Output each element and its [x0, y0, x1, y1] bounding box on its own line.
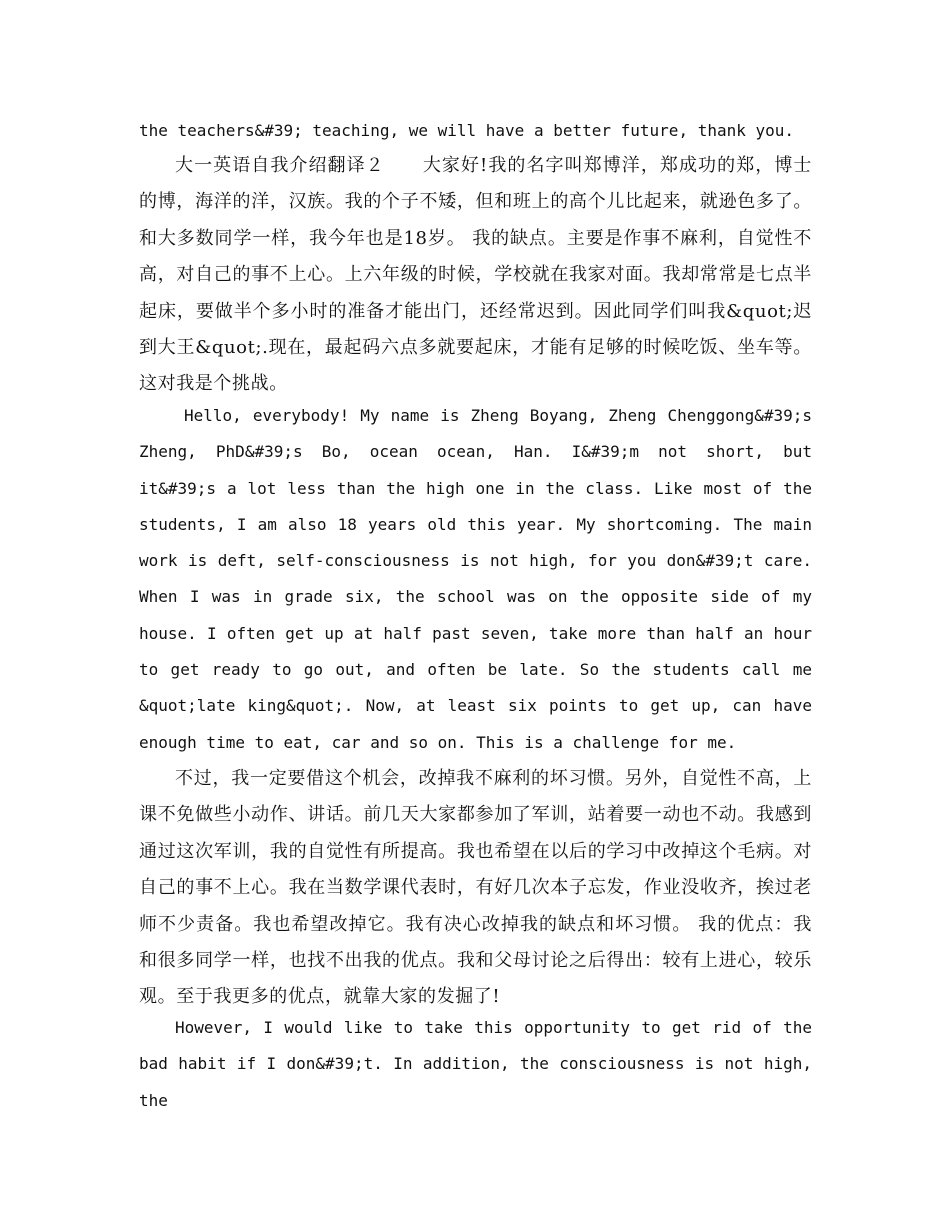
- paragraph-english-habits: However, I would like to take this opportunity to get rid of the bad habit if I don&#39;t. In addition, the consciousness is not high, the: [139, 1018, 812, 1110]
- paragraph-chinese-habits: 不过，我一定要借这个机会，改掉我不麻利的坏习惯。另外，自觉性不高，上课不免做些小动作、讲话。前几天大家都参加了军训，站着要一动也不动。我感到通过这次军训，我的自觉性有所提高。我也希望在以后的学习中改掉这个毛病。对自己的事不上心。我在当数学课代表时，有好几次本子忘发，作业没收齐，挨过老师不少责备。我也希望改掉它。我有决心改掉我的缺点和坏习惯。 我的优点：我和很多同学一样，也找不出我的优点。我和父母讨论之后得出：较有上进心，较乐观。至于我更多的优点，就靠大家的发掘了!: [139, 768, 812, 1008]
- paragraph-english-intro: Hello, everybody! My name is Zheng Boyang, Zheng Chenggong&#39;s Zheng, PhD&#39;s Bo, ocean ocean, Han. I&#39;m not short, but it&#39;s a lot less than the high one in the class. Like most of the students, I am also 18 years old this year. My shortcoming. The main work is deft, self-consciousness is not high, for you don&#39;t care. When I was in grade six, the school was on the opposite side of my house. I often get up at half past seven, take more than half an hour to get ready to go out, and often be late. So the students call me &quot;late king&quot;. Now, at least six points to get up, can have enough time to eat, car and so on. This is a challenge for me.: [139, 406, 812, 752]
- paragraph-english-closing: the teachers&#39; teaching, we will have a better future, thank you.: [139, 121, 795, 140]
- paragraph-chinese-intro: 大一英语自我介绍翻译２ 大家好!我的名字叫郑博洋，郑成功的郑，博士的博，海洋的洋，汉族。我的个子不矮，但和班上的高个儿比起来，就逊色多了。和大多数同学一样，我今年也是18岁。 我的缺点。主要是作事不麻利，自觉性不高，对自己的事不上心。上六年级的时候，学校就在我家对面。我却常常是七点半起床，要做半个多小时的准备才能出门，还经常迟到。因此同学们叫我&quot;迟到大王&quot;.现在，最起码六点多就要起床，才能有足够的时候吃饭、坐车等。这对我是个挑战。: [139, 155, 812, 395]
